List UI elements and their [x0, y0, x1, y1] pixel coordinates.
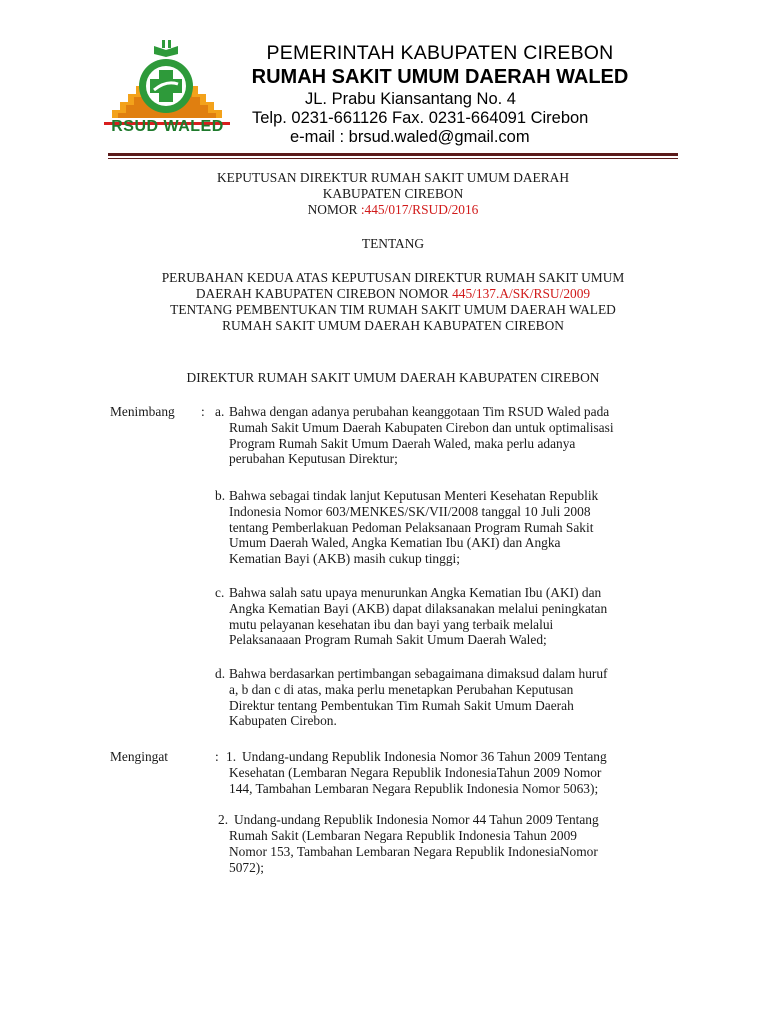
- menimbang-item-c: [229, 585, 675, 648]
- address: JL. Prabu Kiansantang No. 4: [305, 90, 516, 108]
- item-line: 5072);: [229, 859, 264, 875]
- email: e-mail : brsud.waled@gmail.com: [290, 128, 530, 146]
- mengingat-marker-1: 1.: [226, 749, 237, 764]
- menimbang-item-a: [229, 404, 675, 467]
- item-line: Pelaksanaaan Program Rumah Sakit Umum Daerah Waled;: [229, 632, 547, 648]
- item-line: Bahwa salah satu upaya menurunkan Angka Kematian Ibu (AKI) dan: [229, 585, 602, 600]
- rsud-waled-logo: [100, 40, 235, 140]
- item-line: a, b dan c di atas, maka perlu menetapkan Perubahan Keputusan: [229, 681, 574, 697]
- item-line: Umum Daerah Waled, Angka Kematian Ibu (AKI) dan Angka: [229, 535, 561, 551]
- letterhead-rule-thin: [108, 158, 678, 159]
- item-line: Direktur tentang Pembentukan Tim Rumah Sakit Umum Daerah: [229, 697, 574, 713]
- decree-number: [108, 202, 678, 218]
- phone-fax: Telp. 0231-661126 Fax. 0231-664091 Cirebon: [252, 109, 589, 127]
- menimbang-marker-a: a.: [215, 404, 225, 419]
- government-name: PEMERINTAH KABUPATEN CIREBON: [266, 42, 614, 64]
- menimbang-colon: :: [201, 404, 205, 419]
- decree-title-line2: KABUPATEN CIREBON: [322, 186, 464, 201]
- menimbang-label: Menimbang: [110, 404, 175, 419]
- hospital-name: RUMAH SAKIT UMUM DAERAH WALED: [251, 66, 629, 88]
- menimbang-marker-c: c.: [215, 585, 225, 600]
- decree-title-line1: KEPUTUSAN DIREKTUR RUMAH SAKIT UMUM DAERAH: [216, 170, 569, 185]
- item-line: mutu pelayanan kesehatan ibu dan bayi yang terbaik melalui: [229, 616, 554, 632]
- letterhead-rule-thick: [108, 153, 678, 156]
- item-line: Kabupaten Cirebon.: [229, 713, 337, 729]
- logo-text: RSUD WALED: [111, 118, 224, 135]
- menimbang-item-b: [229, 488, 675, 567]
- subject-line2-text: DAERAH KABUPATEN CIREBON NOMOR: [195, 286, 453, 301]
- item-line: 144, Tambahan Lembaran Negara Republik Indonesia Nomor 5063);: [229, 780, 599, 796]
- subject-line1: PERUBAHAN KEDUA ATAS KEPUTUSAN DIREKTUR RUMAH SAKIT UMUM: [161, 270, 625, 285]
- mengingat-item-2-cont: [229, 828, 675, 875]
- item-line: Kematian Bayi (AKB) masih cukup tinggi;: [229, 551, 460, 567]
- subject-line2: [108, 286, 678, 302]
- subject-line3: TENTANG PEMBENTUKAN TIM RUMAH SAKIT UMUM DAERAH WALED: [170, 302, 616, 317]
- item-line: Indonesia Nomor 603/MENKES/SK/VII/2008 tanggal 10 Juli 2008: [229, 503, 591, 519]
- subject-line4: RUMAH SAKIT UMUM DAERAH KABUPATEN CIREBON: [222, 318, 564, 333]
- item-line: Bahwa dengan adanya perubahan keanggotaan Tim RSUD Waled pada: [229, 404, 610, 419]
- item-line: Undang-undang Republik Indonesia Nomor 36 Tahun 2009 Tentang: [242, 749, 607, 764]
- item-line: perubahan Keputusan Direktur;: [229, 451, 398, 467]
- item-line: Kesehatan (Lembaran Negara Republik IndonesiaTahun 2009 Nomor: [229, 765, 602, 780]
- mengingat-item-1: [242, 749, 675, 765]
- menimbang-item-d: [229, 666, 675, 729]
- mengingat-colon: :: [215, 749, 219, 764]
- item-line: Undang-undang Republik Indonesia Nomor 44 Tahun 2009 Tentang: [234, 812, 599, 827]
- item-line: Angka Kematian Bayi (AKB) dapat dilaksanakan melalui peningkatan: [229, 600, 608, 616]
- decree-number-value: :445/017/RSUD/2016: [360, 202, 479, 217]
- item-line: Rumah Sakit (Lembaran Negara Republik Indonesia Tahun 2009: [229, 828, 577, 843]
- mengingat-label: Mengingat: [110, 749, 169, 764]
- item-line: Bahwa berdasarkan pertimbangan sebagaimana dimaksud dalam huruf: [229, 666, 608, 681]
- item-line: tentang Pemberlakuan Pedoman Pelaksanaan Program Rumah Sakit: [229, 519, 594, 535]
- item-line: Nomor 153, Tambahan Lembaran Negara Republik IndonesiaNomor: [229, 843, 598, 859]
- subject-reference-number: 445/137.A/SK/RSU/2009: [452, 286, 591, 301]
- item-line: Program Rumah Sakit Umum Daerah Waled, maka perlu adanya: [229, 435, 576, 451]
- decree-number-label: NOMOR: [307, 202, 361, 217]
- menimbang-marker-d: d.: [215, 666, 226, 681]
- tentang-heading: TENTANG: [361, 236, 425, 251]
- mengingat-item-1-cont: [229, 765, 675, 797]
- item-line: Rumah Sakit Umum Daerah Kabupaten Cirebon dan untuk optimalisasi: [229, 419, 614, 435]
- menimbang-marker-b: b.: [215, 488, 226, 503]
- mengingat-marker-2: 2.: [218, 812, 229, 827]
- mengingat-item-2: [234, 812, 675, 828]
- director-heading: DIREKTUR RUMAH SAKIT UMUM DAERAH KABUPATEN CIREBON: [186, 370, 600, 385]
- item-line: Bahwa sebagai tindak lanjut Keputusan Menteri Kesehatan Republik: [229, 488, 599, 503]
